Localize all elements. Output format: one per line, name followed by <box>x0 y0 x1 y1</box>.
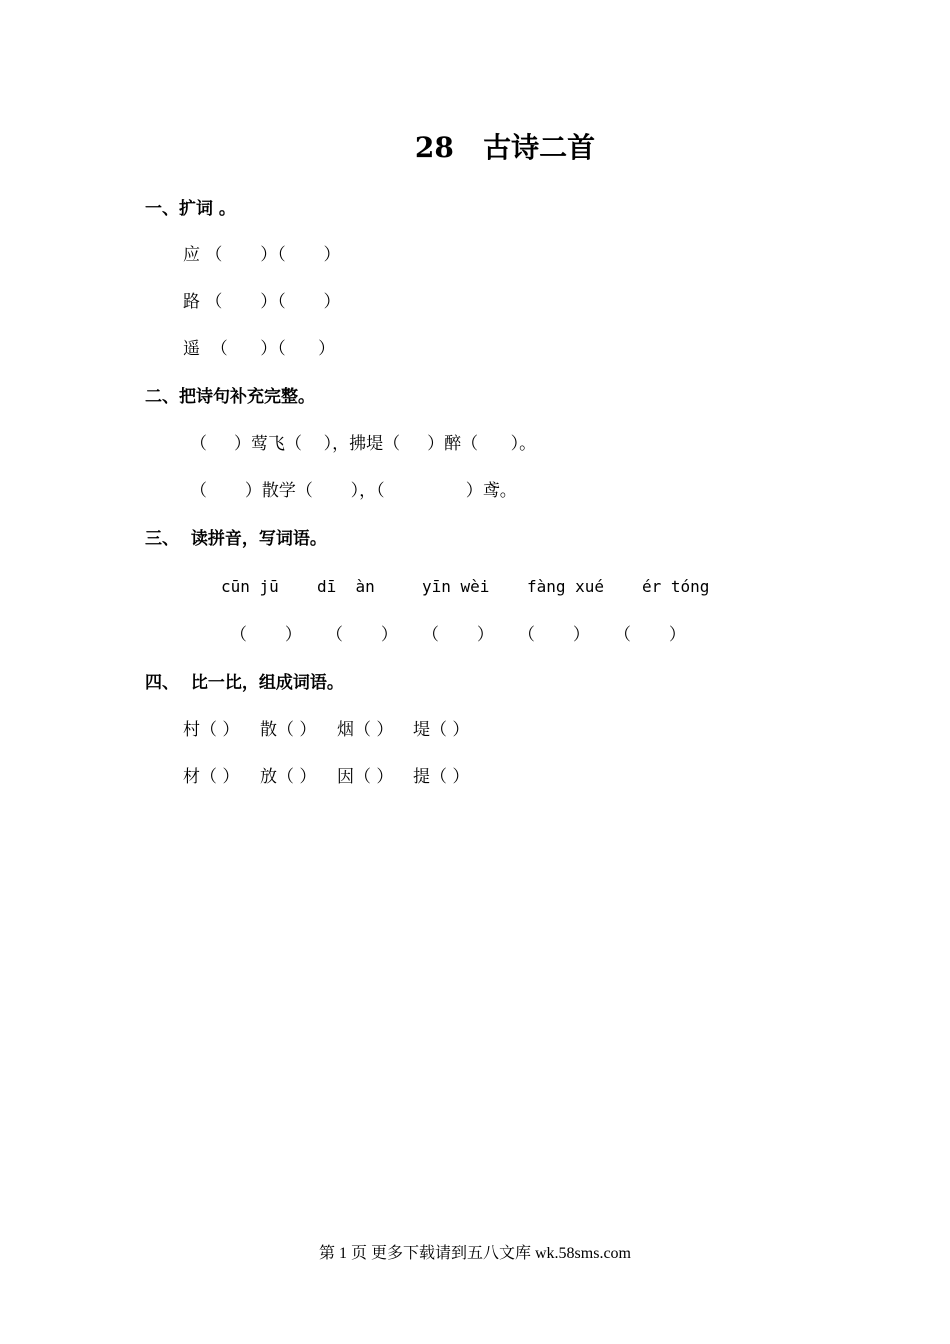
answer-blank-1: （ ） <box>230 625 302 645</box>
section-2-heading: 二、把诗句补充完整。 <box>145 387 315 407</box>
section-2-line-2: （ ）散学（ ），（ ）鸢。 <box>190 481 517 501</box>
section-1-line-3: 遥 （ ）（ ） <box>183 339 336 359</box>
pinyin-2: dī àn <box>317 577 375 596</box>
answer-blank-5: （ ） <box>614 625 686 645</box>
section-1-line-1: 应 （ ）（ ） <box>183 245 341 265</box>
section-3-heading: 三、 读拼音，写词语。 <box>145 529 327 549</box>
compare-item: 村（ ） <box>183 720 240 740</box>
pinyin-4: fàng xué <box>527 577 605 596</box>
compare-item: 烟（ ） <box>337 720 394 740</box>
section-4-heading: 四、 比一比，组成词语。 <box>145 673 344 693</box>
pinyin-3: yīn wèi <box>422 577 490 596</box>
section-1-line-2: 路 （ ）（ ） <box>183 292 341 312</box>
compare-item: 放（ ） <box>260 767 317 787</box>
page-title: 28 古诗二首 <box>414 131 596 164</box>
answer-blank-4: （ ） <box>518 625 590 645</box>
answer-blank-2: （ ） <box>326 625 398 645</box>
compare-item: 材（ ） <box>183 767 240 787</box>
section-1-heading: 一、扩词 。 <box>145 199 236 219</box>
compare-item: 提（ ） <box>413 767 470 787</box>
page-footer: 第 1 页 更多下载请到五八文库 wk.58sms.com <box>318 1245 631 1262</box>
compare-item: 散（ ） <box>260 720 317 740</box>
section-2-line-1: （ ）莺飞（ ），拂堤（ ）醉（ ）。 <box>190 434 537 454</box>
answer-blank-3: （ ） <box>422 625 494 645</box>
compare-item: 堤（ ） <box>413 720 470 740</box>
pinyin-5: ér tóng <box>642 577 710 596</box>
compare-item: 因（ ） <box>337 767 394 787</box>
pinyin-1: cūn jū <box>221 577 279 596</box>
